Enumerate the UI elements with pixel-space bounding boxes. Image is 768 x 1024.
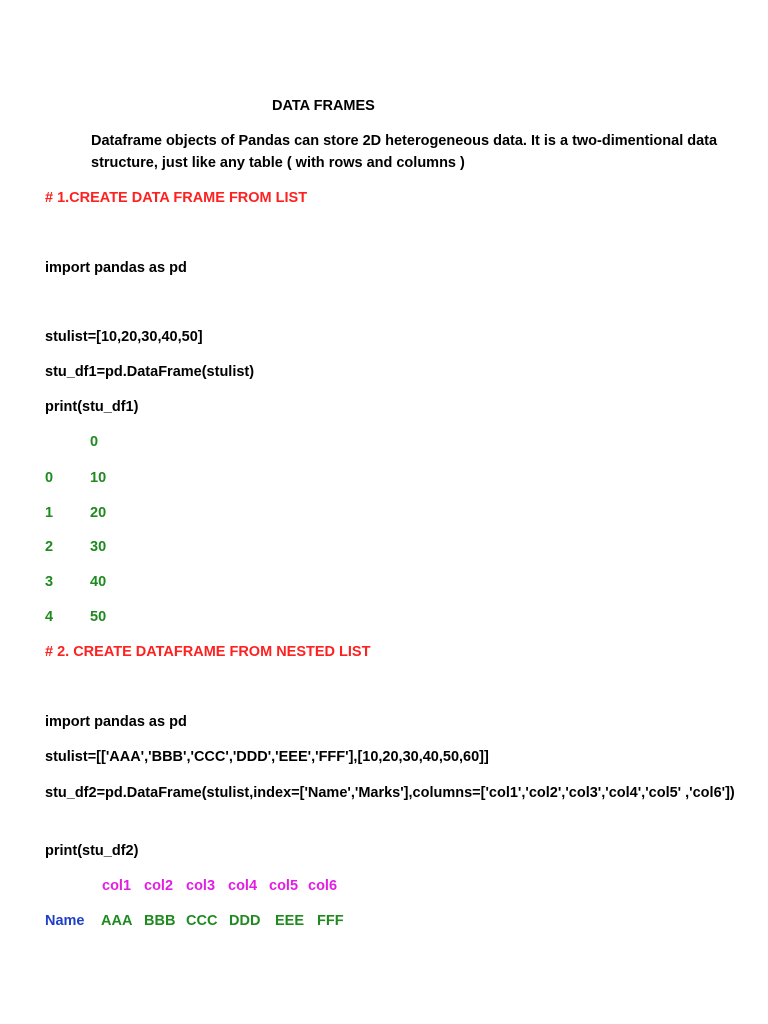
df2-row-value: DDD [229,913,261,929]
section2-heading: # 2. CREATE DATAFRAME FROM NESTED LIST [45,644,371,660]
code-line: stu_df1=pd.DataFrame(stulist) [45,364,255,380]
intro-paragraph: Dataframe objects of Pandas can store 2D heterogeneous data. It is a two-dimentional data structure, just like any table ( with rows and columns ) [91,133,718,171]
df1-row [0,607,768,627]
page-title: DATA FRAMES [272,98,375,114]
df2-row-value: AAA [101,913,133,929]
df1-row-value: 30 [90,539,107,555]
code-line: print(stu_df1) [45,399,139,415]
code-line: stulist=[10,20,30,40,50] [45,329,203,345]
section1-heading: # 1.CREATE DATA FRAME FROM LIST [45,190,308,206]
df2-column-header: col5 [269,878,299,894]
df1-row-value: 10 [90,470,107,486]
df1-row-index: 4 [45,609,54,625]
df1-row-index: 0 [45,470,54,486]
df2-header-row [0,876,768,896]
df2-data-row [0,911,768,931]
df1-row [0,468,768,488]
df2-column-header: col1 [102,878,132,894]
code-line: import pandas as pd [45,260,187,276]
df1-row-index: 3 [45,574,54,590]
df2-row-value: EEE [275,913,305,929]
df1-row-index: 2 [45,539,54,555]
code-line: import pandas as pd [45,714,187,730]
df2-row-value: FFF [317,913,344,929]
df1-row [0,572,768,592]
df1-row [0,537,768,557]
df1-row-value: 50 [90,609,107,625]
df1-column-header: 0 [90,434,99,450]
df1-row-value: 40 [90,574,107,590]
code-line: stu_df2=pd.DataFrame(stulist,index=['Name','Marks'],columns=['col1','col2','col3','col4','col5' ,'col6']) [45,785,735,801]
df2-column-header: col3 [186,878,216,894]
df2-row-value: CCC [186,913,218,929]
code-line: print(stu_df2) [45,843,139,859]
df2-row-value: BBB [144,913,176,929]
df2-column-header: col4 [228,878,258,894]
df1-row [0,503,768,523]
df1-row-index: 1 [45,505,54,521]
df2-column-header: col6 [308,878,338,894]
df2-row-label: Name [45,913,85,929]
df1-row-value: 20 [90,505,107,521]
code-line: stulist=[['AAA','BBB','CCC','DDD','EEE','FFF'],[10,20,30,40,50,60]] [45,749,489,765]
df2-column-header: col2 [144,878,174,894]
